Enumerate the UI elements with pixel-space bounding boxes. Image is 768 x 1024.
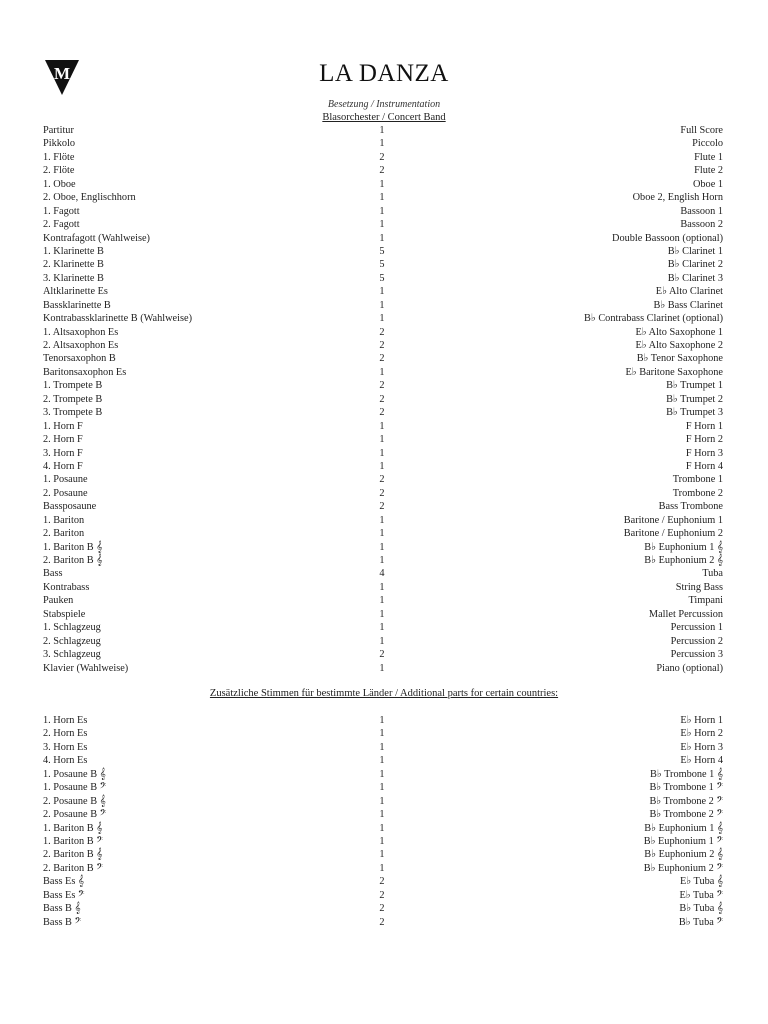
part-row xyxy=(43,232,723,245)
part-row xyxy=(43,862,723,875)
part-name-german: 1. Bariton B 𝄞 xyxy=(43,541,103,553)
part-count: 1 xyxy=(379,822,385,834)
part-count: 2 xyxy=(379,380,385,392)
part-row xyxy=(43,795,723,808)
part-count: 1 xyxy=(379,862,385,874)
part-count: 2 xyxy=(379,353,385,365)
part-name-english: Piccolo xyxy=(692,138,723,150)
part-count: 1 xyxy=(379,768,385,780)
part-count: 1 xyxy=(379,178,385,190)
part-count: 1 xyxy=(379,313,385,325)
part-row xyxy=(43,781,723,794)
part-row xyxy=(43,875,723,888)
part-count: 1 xyxy=(379,541,385,553)
part-name-german: 3. Schlagzeug xyxy=(43,649,101,661)
part-name-german: 1. Klarinette B xyxy=(43,245,104,257)
part-name-english: B♭ Euphonium 2 𝄢 xyxy=(643,862,723,874)
part-name-english: Percussion 1 xyxy=(670,622,723,634)
part-row xyxy=(43,835,723,848)
part-row xyxy=(43,727,723,740)
part-name-german: 1. Posaune B 𝄢 xyxy=(43,782,107,794)
part-name-german: Kontrabassklarinette B (Wahlweise) xyxy=(43,313,192,325)
additional-parts-list xyxy=(43,714,723,929)
part-count: 2 xyxy=(379,903,385,915)
part-name-german: 3. Trompete B xyxy=(43,407,103,419)
part-row xyxy=(43,299,723,312)
part-name-german: Bass xyxy=(43,568,63,580)
part-count: 1 xyxy=(379,595,385,607)
part-count: 1 xyxy=(379,366,385,378)
part-count: 1 xyxy=(379,555,385,566)
ensemble-heading: Blasorchester / Concert Band xyxy=(322,112,446,123)
part-name-english: E♭ Tuba 𝄢 xyxy=(679,889,723,901)
part-count: 2 xyxy=(379,889,385,901)
part-count: 1 xyxy=(379,622,385,634)
part-name-english: Bass Trombone xyxy=(658,501,723,513)
part-count: 1 xyxy=(379,514,385,526)
part-row xyxy=(43,406,723,419)
part-name-german: 2. Bariton B 𝄞 xyxy=(43,849,103,861)
part-name-english: Flute 1 xyxy=(694,151,723,163)
part-name-english: Bassoon 1 xyxy=(680,205,723,217)
part-name-english: B♭ Euphonium 1 𝄢 xyxy=(643,835,723,847)
part-row xyxy=(43,366,723,379)
part-row xyxy=(43,473,723,486)
part-row xyxy=(43,768,723,781)
part-row xyxy=(43,352,723,365)
part-count: 1 xyxy=(379,219,385,231)
part-name-german: 1. Bariton xyxy=(43,514,85,526)
part-name-german: 2. Bariton xyxy=(43,528,85,540)
part-name-english: B♭ Euphonium 1 𝄞 xyxy=(644,541,723,553)
part-name-english: F Horn 4 xyxy=(685,460,723,472)
part-count: 1 xyxy=(379,835,385,847)
part-name-english: E♭ Alto Saxophone 1 xyxy=(635,326,723,338)
part-count: 1 xyxy=(379,608,385,620)
part-name-german: Bass B 𝄢 xyxy=(43,916,82,928)
part-name-german: 2. Posaune B 𝄢 xyxy=(43,809,107,821)
part-name-english: B♭ Trombone 2 𝄢 xyxy=(649,795,723,807)
part-count: 5 xyxy=(379,272,385,284)
part-name-german: 2. Altsaxophon Es xyxy=(43,340,119,351)
part-row xyxy=(43,916,723,929)
part-name-english: B♭ Trumpet 1 xyxy=(666,380,723,392)
part-name-german: 1. Bariton B 𝄞 xyxy=(43,822,103,834)
part-name-english: B♭ Tuba 𝄢 xyxy=(678,916,723,928)
part-name-english: B♭ Trumpet 2 xyxy=(666,393,723,405)
part-count: 1 xyxy=(379,232,385,244)
part-name-german: 1. Trompete B xyxy=(43,380,103,392)
part-count: 1 xyxy=(379,782,385,794)
part-name-german: 2. Bariton B 𝄞 xyxy=(43,555,103,566)
part-row xyxy=(43,541,723,554)
part-name-english: Oboe 1 xyxy=(692,178,723,190)
part-name-english: E♭ Horn 2 xyxy=(680,728,723,740)
part-name-english: Percussion 3 xyxy=(670,649,723,661)
part-row xyxy=(43,433,723,446)
part-name-english: F Horn 2 xyxy=(685,434,723,446)
part-name-german: 1. Fagott xyxy=(43,205,80,217)
part-name-german: Pauken xyxy=(43,595,74,607)
part-name-english: B♭ Trombone 1 𝄞 xyxy=(649,768,723,780)
part-name-german: 1. Posaune xyxy=(43,474,88,486)
part-count: 1 xyxy=(379,741,385,753)
part-name-german: 2. Horn Es xyxy=(43,728,88,740)
part-name-german: 2. Flöte xyxy=(43,165,75,177)
part-count: 2 xyxy=(379,151,385,163)
part-row xyxy=(43,460,723,473)
part-name-english: B♭ Trombone 1 𝄢 xyxy=(649,782,723,794)
part-row xyxy=(43,379,723,392)
part-name-english: B♭ Trumpet 3 xyxy=(666,407,723,419)
part-count: 1 xyxy=(379,447,385,459)
part-name-german: Bass B 𝄞 xyxy=(43,903,81,915)
part-name-german: 1. Horn Es xyxy=(43,715,88,726)
instrumentation-subtitle: Besetzung / Instrumentation xyxy=(327,99,441,110)
part-name-german: Kontrafagott (Wahlweise) xyxy=(43,232,150,244)
part-row xyxy=(43,554,723,567)
part-name-english: B♭ Euphonium 1 𝄞 xyxy=(644,822,723,834)
part-name-english: Piano (optional) xyxy=(656,662,723,674)
part-name-german: 2. Fagott xyxy=(43,219,80,231)
part-row xyxy=(43,662,723,675)
part-row xyxy=(43,312,723,325)
part-row xyxy=(43,567,723,580)
part-name-english: B♭ Clarinet 2 xyxy=(667,259,723,271)
part-count: 1 xyxy=(379,849,385,861)
part-name-german: 4. Horn F xyxy=(43,460,83,472)
part-name-english: B♭ Clarinet 3 xyxy=(667,272,723,284)
part-name-english: Trombone 2 xyxy=(672,487,723,499)
part-row xyxy=(43,514,723,527)
part-name-english: B♭ Tenor Saxophone xyxy=(636,353,723,365)
part-name-german: Tenorsaxophon B xyxy=(43,353,116,365)
part-count: 1 xyxy=(379,755,385,767)
part-name-german: 2. Klarinette B xyxy=(43,259,104,271)
part-name-english: Double Bassoon (optional) xyxy=(612,232,723,244)
part-count: 1 xyxy=(379,635,385,647)
part-row xyxy=(43,527,723,540)
part-row xyxy=(43,754,723,767)
part-name-german: 1. Horn F xyxy=(43,420,83,432)
part-row xyxy=(43,848,723,861)
part-count: 1 xyxy=(379,125,385,136)
part-name-german: 2. Oboe, Englischhorn xyxy=(43,192,136,204)
part-count: 1 xyxy=(379,528,385,540)
part-count: 1 xyxy=(379,460,385,472)
part-name-english: Timpani xyxy=(688,595,723,607)
part-name-german: Pikkolo xyxy=(43,138,76,150)
part-count: 5 xyxy=(379,259,385,271)
part-name-english: F Horn 1 xyxy=(685,420,723,432)
part-count: 4 xyxy=(379,568,385,580)
part-name-english: Bassoon 2 xyxy=(680,219,723,231)
svg-text:M: M xyxy=(53,64,71,83)
part-count: 2 xyxy=(379,407,385,419)
part-count: 2 xyxy=(379,393,385,405)
part-name-german: Klavier (Wahlweise) xyxy=(43,662,129,674)
part-name-german: 2. Posaune xyxy=(43,487,88,499)
part-name-german: 2. Horn F xyxy=(43,434,83,446)
part-row xyxy=(43,889,723,902)
part-row xyxy=(43,420,723,433)
part-name-german: 2. Trompete B xyxy=(43,393,103,405)
part-row xyxy=(43,164,723,177)
part-count: 2 xyxy=(379,326,385,338)
part-count: 1 xyxy=(379,581,385,593)
part-name-german: 1. Schlagzeug xyxy=(43,622,101,634)
part-name-english: B♭ Tuba 𝄞 xyxy=(679,903,723,915)
part-row xyxy=(43,822,723,835)
part-count: 1 xyxy=(379,715,385,726)
part-row xyxy=(43,339,723,352)
part-row xyxy=(43,218,723,231)
part-name-english: B♭ Bass Clarinet xyxy=(653,299,723,311)
part-count: 1 xyxy=(379,728,385,740)
part-row xyxy=(43,648,723,661)
page-title: LA DANZA xyxy=(319,60,449,87)
part-name-english: Mallet Percussion xyxy=(648,608,723,620)
part-count: 2 xyxy=(379,501,385,513)
part-count: 2 xyxy=(379,876,385,888)
part-row xyxy=(43,487,723,500)
part-name-german: Bass Es 𝄞 xyxy=(43,876,84,888)
part-count: 2 xyxy=(379,487,385,499)
part-name-german: 1. Altsaxophon Es xyxy=(43,326,119,338)
part-name-german: Partitur xyxy=(43,125,74,136)
part-count: 1 xyxy=(379,795,385,807)
part-count: 1 xyxy=(379,434,385,446)
part-row xyxy=(43,124,723,137)
part-name-english: Tuba xyxy=(702,568,723,580)
part-count: 2 xyxy=(379,474,385,486)
part-name-german: 1. Posaune B 𝄞 xyxy=(43,768,106,780)
part-count: 2 xyxy=(379,916,385,928)
part-name-german: Baritonsaxophon Es xyxy=(43,366,127,378)
part-count: 2 xyxy=(379,165,385,177)
part-count: 1 xyxy=(379,205,385,217)
part-row xyxy=(43,902,723,915)
part-row xyxy=(43,621,723,634)
part-name-english: E♭ Horn 1 xyxy=(680,715,723,726)
part-name-english: Baritone / Euphonium 1 xyxy=(623,514,723,526)
part-name-german: 2. Schlagzeug xyxy=(43,635,101,647)
part-row xyxy=(43,137,723,150)
part-row xyxy=(43,714,723,727)
part-name-english: E♭ Alto Clarinet xyxy=(655,286,723,298)
part-name-german: 2. Bariton B 𝄢 xyxy=(43,862,103,874)
part-row xyxy=(43,285,723,298)
part-name-german: Bassklarinette B xyxy=(43,299,111,311)
part-name-english: E♭ Tuba 𝄞 xyxy=(680,876,723,888)
part-name-english: B♭ Euphonium 2 𝄞 xyxy=(644,849,723,861)
part-row xyxy=(43,191,723,204)
part-name-german: 1. Oboe xyxy=(43,178,76,190)
part-name-english: Trombone 1 xyxy=(672,474,723,486)
part-name-german: Bass Es 𝄢 xyxy=(43,889,85,901)
additional-parts-heading: Zusätzliche Stimmen für bestimmte Länder / Additional parts for certain countries: xyxy=(209,688,559,699)
part-count: 1 xyxy=(379,662,385,674)
part-count: 1 xyxy=(379,420,385,432)
part-row xyxy=(43,178,723,191)
part-count: 2 xyxy=(379,649,385,661)
part-row xyxy=(43,393,723,406)
part-name-german: Bassposaune xyxy=(43,501,97,513)
part-count: 1 xyxy=(379,192,385,204)
part-row xyxy=(43,151,723,164)
part-name-english: String Bass xyxy=(675,581,723,593)
part-row xyxy=(43,808,723,821)
part-name-english: B♭ Clarinet 1 xyxy=(667,245,723,257)
part-name-english: B♭ Trombone 2 𝄢 xyxy=(649,809,723,821)
part-row xyxy=(43,272,723,285)
part-name-english: B♭ Contrabass Clarinet (optional) xyxy=(584,313,723,325)
part-name-english: Baritone / Euphonium 2 xyxy=(623,528,723,540)
part-row xyxy=(43,258,723,271)
part-name-english: E♭ Alto Saxophone 2 xyxy=(635,340,723,351)
part-name-german: 1. Bariton B 𝄢 xyxy=(43,835,103,847)
part-row xyxy=(43,581,723,594)
part-row xyxy=(43,326,723,339)
part-name-german: Kontrabass xyxy=(43,581,90,593)
parts-list xyxy=(43,124,723,675)
part-row xyxy=(43,205,723,218)
part-name-english: Flute 2 xyxy=(694,165,723,177)
part-count: 1 xyxy=(379,138,385,150)
part-row xyxy=(43,500,723,513)
part-count: 2 xyxy=(379,340,385,351)
part-name-english: F Horn 3 xyxy=(685,447,723,459)
part-row xyxy=(43,741,723,754)
part-count: 5 xyxy=(379,245,385,257)
part-name-english: B♭ Euphonium 2 𝄞 xyxy=(644,555,723,566)
part-row xyxy=(43,635,723,648)
part-name-english: E♭ Horn 4 xyxy=(680,755,723,767)
part-name-german: Altklarinette Es xyxy=(43,286,108,298)
part-count: 1 xyxy=(379,286,385,298)
part-name-german: 3. Horn F xyxy=(43,447,83,459)
part-name-english: E♭ Horn 3 xyxy=(680,741,723,753)
part-name-german: 3. Horn Es xyxy=(43,741,88,753)
part-name-german: 2. Posaune B 𝄞 xyxy=(43,795,106,807)
part-name-english: Oboe 2, English Horn xyxy=(632,192,723,204)
part-name-english: Full Score xyxy=(680,125,723,136)
part-row xyxy=(43,245,723,258)
part-row xyxy=(43,594,723,607)
part-name-english: E♭ Baritone Saxophone xyxy=(625,366,723,378)
part-name-english: Percussion 2 xyxy=(670,635,723,647)
part-count: 1 xyxy=(379,299,385,311)
part-row xyxy=(43,608,723,621)
part-row xyxy=(43,447,723,460)
part-count: 1 xyxy=(379,809,385,821)
part-name-german: 1. Flöte xyxy=(43,151,75,163)
part-name-german: 3. Klarinette B xyxy=(43,272,104,284)
part-name-german: Stabspiele xyxy=(43,608,86,620)
part-name-german: 4. Horn Es xyxy=(43,755,88,767)
